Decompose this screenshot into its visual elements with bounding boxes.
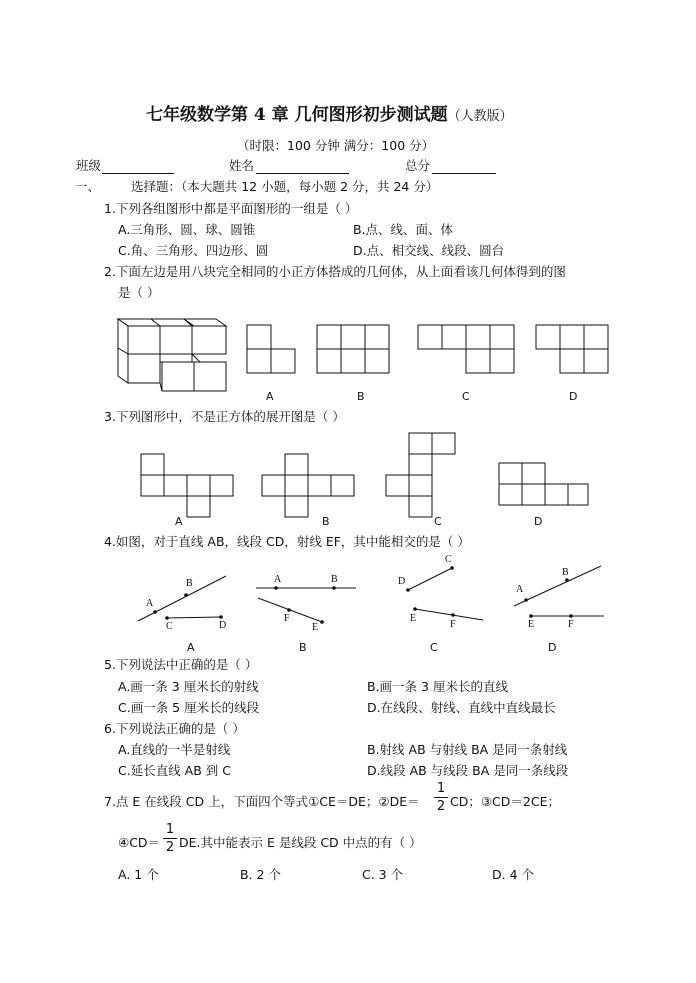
q2-stem-line2: 是（ ） [118,285,160,300]
q1-option-a: A.三角形、圆、球、圆锥 [118,222,256,237]
q6-option-b: B.射线 AB 与射线 BA 是同一条射线 [367,742,568,757]
q3-label-c: C [434,515,442,528]
q4-option-b-figure [256,588,356,622]
q7-stem-part4: DE.其中能表示 E 是线段 CD 中点的有（ ） [179,835,422,850]
q3-label-a: A [175,515,183,528]
q3-label-d: D [534,515,543,528]
q4-option-d-figure [514,566,604,616]
q7-fraction-2-den: 2 [165,840,175,855]
q4b-point-a: A [274,574,282,585]
q3-option-a-figure [141,454,233,517]
q2-label-a: A [266,390,274,403]
q2-label-d: D [569,390,578,403]
q5-option-c: C.画一条 5 厘米长的线段 [118,700,260,715]
q4-label-b: B [299,641,307,654]
q2-stem-line1: 2.下面左边是用八块完全相同的小正方体搭成的几何体，从上面看该几何体得到的图 [104,264,566,279]
q7-fraction-1-den: 2 [436,799,446,814]
time-info: （时限：100 分钟 满分：100 分） [237,138,435,153]
q4b-point-e: E [312,622,319,633]
q1-option-d: D.点、相交线、线段、圆台 [353,243,505,258]
q4d-point-f: F [568,619,574,630]
class-label: 班级 [76,158,102,173]
q4a-point-c: C [166,621,173,632]
q3-label-b: B [322,515,330,528]
q2-label-b: B [357,390,365,403]
name-label: 姓名 [229,158,255,173]
q2-option-a-figure [247,325,295,373]
q7-fraction-1-num: 1 [436,781,446,796]
section-heading: 选择题：（本大题共 12 小题，每小题 2 分，共 24 分） [131,179,439,194]
q1-option-c: C.角、三角形、四边形、圆 [118,243,269,258]
q4-stem: 4.如图，对于直线 AB，线段 CD，射线 EF，其中能相交的是（ ） [104,534,470,549]
q2-cube-solid [118,319,226,391]
q2-option-c-figure [418,325,514,373]
q7-stem-part1: 7.点 E 在线段 CD 上，下面四个等式①CE＝DE；②DE＝ [104,794,420,809]
q5-option-a: A.画一条 3 厘米长的射线 [118,679,259,694]
q7-stem-part3: ④CD＝ [118,835,161,850]
q4-label-a: A [187,641,195,654]
q3-option-b-figure [262,454,354,517]
q6-option-c: C.延长直线 AB 到 C [118,763,231,778]
q5-stem: 5.下列说法中正确的是（ ） [104,657,258,672]
q4d-point-a: A [516,584,524,595]
q3-option-c-figure [386,433,455,517]
q4c-point-d: D [398,576,406,587]
q4-option-c-figure [408,568,483,620]
title-text: 七年级数学第 4 章 几何图形初步测试题 [146,105,448,125]
q2-option-d-figure [536,325,608,373]
q5-option-d: D.在线段、射线、直线中直线最长 [367,700,556,715]
q7-option-b: B. 2 个 [240,867,281,882]
q3-option-d-figure [499,463,588,505]
q1-stem: 1.下列各组图形中都是平面图形的一组是（ ） [104,201,358,216]
q4c-point-f: F [450,619,456,630]
q7-fraction-2 [163,823,177,854]
section-number: 一、 [75,179,101,194]
q7-option-d: D. 4 个 [492,867,534,882]
q4-label-d: D [548,641,557,654]
q4a-point-b: B [186,578,193,589]
q2-option-b-figure [317,325,389,373]
q7-option-a: A. 1 个 [118,867,159,882]
q5-option-b: B.画一条 3 厘米长的直线 [367,679,508,694]
q6-option-d: D.线段 AB 与线段 BA 是同一条线段 [367,763,569,778]
q4c-point-c: C [445,554,452,565]
q7-stem-part2: CD；③CD＝2CE； [450,794,560,809]
q4d-point-e: E [528,619,535,630]
q4-label-c: C [430,641,438,654]
q6-option-a: A.直线的一半是射线 [118,742,231,757]
q2-label-c: C [462,390,470,403]
q4c-point-e: E [410,613,417,624]
q4b-point-b: B [331,574,338,585]
q7-fraction-2-num: 1 [165,822,175,837]
q3-stem: 3.下列图形中，不是正方体的展开图是（ ） [104,409,345,424]
q6-stem: 6.下列说法正确的是（ ） [104,721,245,736]
q4d-point-b: B [562,567,569,578]
title-suffix: （人教版） [447,109,513,124]
q1-option-b: B.点、线、面、体 [353,222,454,237]
q7-option-c: C. 3 个 [362,867,404,882]
q7-fraction-1 [434,782,448,813]
q4b-point-f: F [284,613,290,624]
q4a-point-d: D [219,620,227,631]
total-label: 总分 [405,158,431,173]
q4a-point-a: A [146,598,154,609]
